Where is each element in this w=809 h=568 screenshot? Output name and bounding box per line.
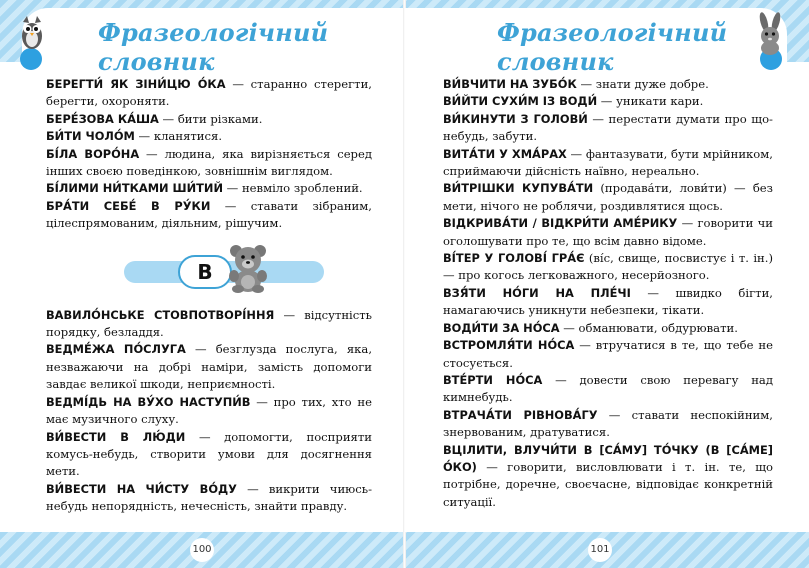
entry-headword: БРА́ТИ СЕБЕ́ В РУ́КИ [46, 198, 211, 213]
entry-definition: — фантазувати, бути мрійником, сприймаючи дійсність наївно, нереально. [443, 146, 773, 179]
dictionary-entry [46, 128, 372, 145]
entry-headword: БЕРЕ́ЗОВА КА́ША [46, 111, 159, 126]
dictionary-entry [46, 481, 372, 516]
dictionary-entry [443, 285, 773, 320]
dictionary-entry [443, 180, 773, 215]
entry-headword: ВИТА́ТИ У ХМА́РАХ [443, 146, 567, 161]
entry-definition: — викрити чиюсь-небудь непорядність, нечесність, знайти правду. [46, 481, 372, 514]
entry-definition: — швидко бігти, намагаючись уникнути небезпеки, тікати. [443, 285, 773, 318]
dictionary-entry [443, 250, 773, 285]
entry-definition: — старанно стерегти, берегти, охороняти. [46, 77, 372, 109]
page-title: Фразеологічний словник [497, 18, 728, 76]
entry-definition: — перестати думати про що-небудь, забути. [443, 111, 773, 144]
entry-headword: ВТЕ́РТИ НО́СА [443, 372, 543, 387]
entry-headword: БИ́ТИ ЧОЛО́М [46, 129, 135, 144]
entry-definition: — говорити, висловлювати і т. ін. те, що потрібне, доречне, своєчасне, відповідає конкретній ситуації. [443, 459, 773, 509]
entry-headword: ВОДИ́ТИ ЗА НО́СА [443, 320, 560, 335]
entry-headword: ВЦІЛИТИ, ВЛУЧИ́ТИ В [СА́МУ] ТО́ЧКУ (В [СА́МЕ] О́КО) [443, 442, 773, 474]
page-title: Фразеологічний словник [98, 18, 329, 76]
dictionary-entry [46, 180, 372, 197]
entry-definition: — уникати кари. [597, 94, 704, 109]
entry-definition: — допомогти, посприяти комусь-небудь, створити умови для досягнення мети. [46, 429, 373, 479]
entry-headword: ВАВИЛО́НСЬКЕ СТОВПОТВОРІ́ННЯ [46, 307, 275, 322]
entry-headword: ВТРАЧА́ТИ РІВНОВА́ГУ [443, 407, 598, 422]
dictionary-entry [443, 146, 773, 181]
dictionary-entry [443, 372, 773, 407]
entry-definition: — довести свою перевагу над кимнебудь. [443, 372, 773, 405]
entry-headword: ВСТРОМЛЯ́ТИ НО́СА [443, 338, 575, 353]
dictionary-column [443, 76, 773, 511]
entry-definition: (продава́ти, лови́ти) — без мети, нічого не роблячи, роздивлятися щось. [443, 181, 773, 213]
entry-headword: ВИ́КИНУТИ З ГОЛОВИ́ [443, 111, 588, 126]
entry-definition: (ві́с, свище, посвистує і т. ін.) — про когось легковажного, несерйозного. [443, 251, 773, 283]
dictionary-entry [46, 111, 372, 128]
entry-headword: ВИ́ЙТИ СУХИ́М ІЗ ВОДИ́ [443, 94, 598, 109]
entry-headword: ВЕДМЕ́ЖА ПО́СЛУГА [46, 342, 186, 357]
dictionary-entry [443, 93, 773, 110]
dictionary-entry [46, 341, 372, 393]
entry-headword: ВИ́ВЕСТИ НА ЧИ́СТУ ВО́ДУ [46, 481, 237, 496]
entry-definition: — обманювати, обдурювати. [559, 320, 738, 335]
dictionary-entry [46, 307, 372, 342]
entry-headword: ВІ́ТЕР У ГОЛОВІ́ ГРА́Є [443, 251, 585, 266]
dictionary-entry [443, 76, 773, 93]
dictionary-entry [443, 320, 773, 337]
entry-definition: — про тих, хто не має музичного слуху. [46, 394, 372, 427]
dictionary-entry [443, 111, 773, 146]
entry-headword: БІ́ЛА ВОРО́НА [46, 146, 140, 161]
right-page [405, 0, 809, 568]
entry-headword: ВІДКРИВА́ТИ / ВІДКРИ́ТИ АМЕ́РИКУ [443, 216, 678, 231]
dictionary-column [46, 76, 372, 516]
owl-icon [18, 12, 46, 52]
dictionary-entry [46, 394, 372, 429]
page-number: 101 [588, 538, 612, 562]
entry-definition: — знати дуже добре. [576, 77, 709, 91]
dictionary-entry [46, 146, 372, 181]
letter-section-header [46, 243, 372, 299]
entry-definition: — кланятися. [134, 129, 223, 144]
dictionary-entry [46, 429, 372, 481]
dictionary-entry [443, 337, 773, 372]
entry-headword: ВИ́ВЕСТИ В ЛЮ́ДИ [46, 429, 186, 444]
entry-headword: БЕРЕГТИ́ ЯК ЗІНИ́ЦЮ О́КА [46, 77, 226, 91]
dictionary-entry [46, 76, 372, 111]
entry-headword: БІ́ЛИМИ НИ́ТКАМИ ШИ́ТИЙ [46, 181, 223, 196]
entry-headword: ВИ́ТРІШКИ КУПУВА́ТИ [443, 181, 594, 196]
dictionary-entry [443, 407, 773, 442]
entry-definition: — відсутність порядку, безладдя. [46, 307, 372, 340]
dictionary-entry [443, 215, 773, 250]
entry-headword: ВИ́ВЧИТИ НА ЗУБО́К [443, 77, 577, 91]
page-number: 100 [190, 538, 214, 562]
section-letter: В [178, 255, 232, 289]
entry-definition: — говорити чи оголошувати про те, що всім давно відоме. [443, 216, 773, 248]
entry-headword: ВЕДМІ́ДЬ НА ВУ́ХО НАСТУПИ́В [46, 394, 251, 409]
entry-definition: — бити різками. [158, 111, 263, 126]
teddy-bear-icon [226, 243, 270, 293]
entry-definition: — людина, яка вирізняється серед інших своєю поведінкою, зовнішнім виглядом. [46, 146, 372, 179]
entry-headword: ВЗЯ́ТИ НО́ГИ НА ПЛЕ́ЧІ [443, 285, 631, 300]
entry-definition: — ставати зібраним, цілеспрямованим, діяльним, рішучим. [46, 198, 372, 231]
entry-definition: — втручатися в те, що тебе не стосується. [443, 338, 773, 370]
entry-definition: — ставати неспокійним, знервованим, дратуватися. [443, 407, 773, 440]
entry-definition: — безглузда послуга, яка, незважаючи на добрі наміри, замість допомоги завдає великої шкоди, неприємності. [46, 342, 373, 392]
dictionary-entry [443, 442, 773, 512]
left-page [0, 0, 404, 568]
dictionary-entry [46, 198, 372, 233]
entry-definition: — невміло зроблений. [222, 181, 363, 196]
